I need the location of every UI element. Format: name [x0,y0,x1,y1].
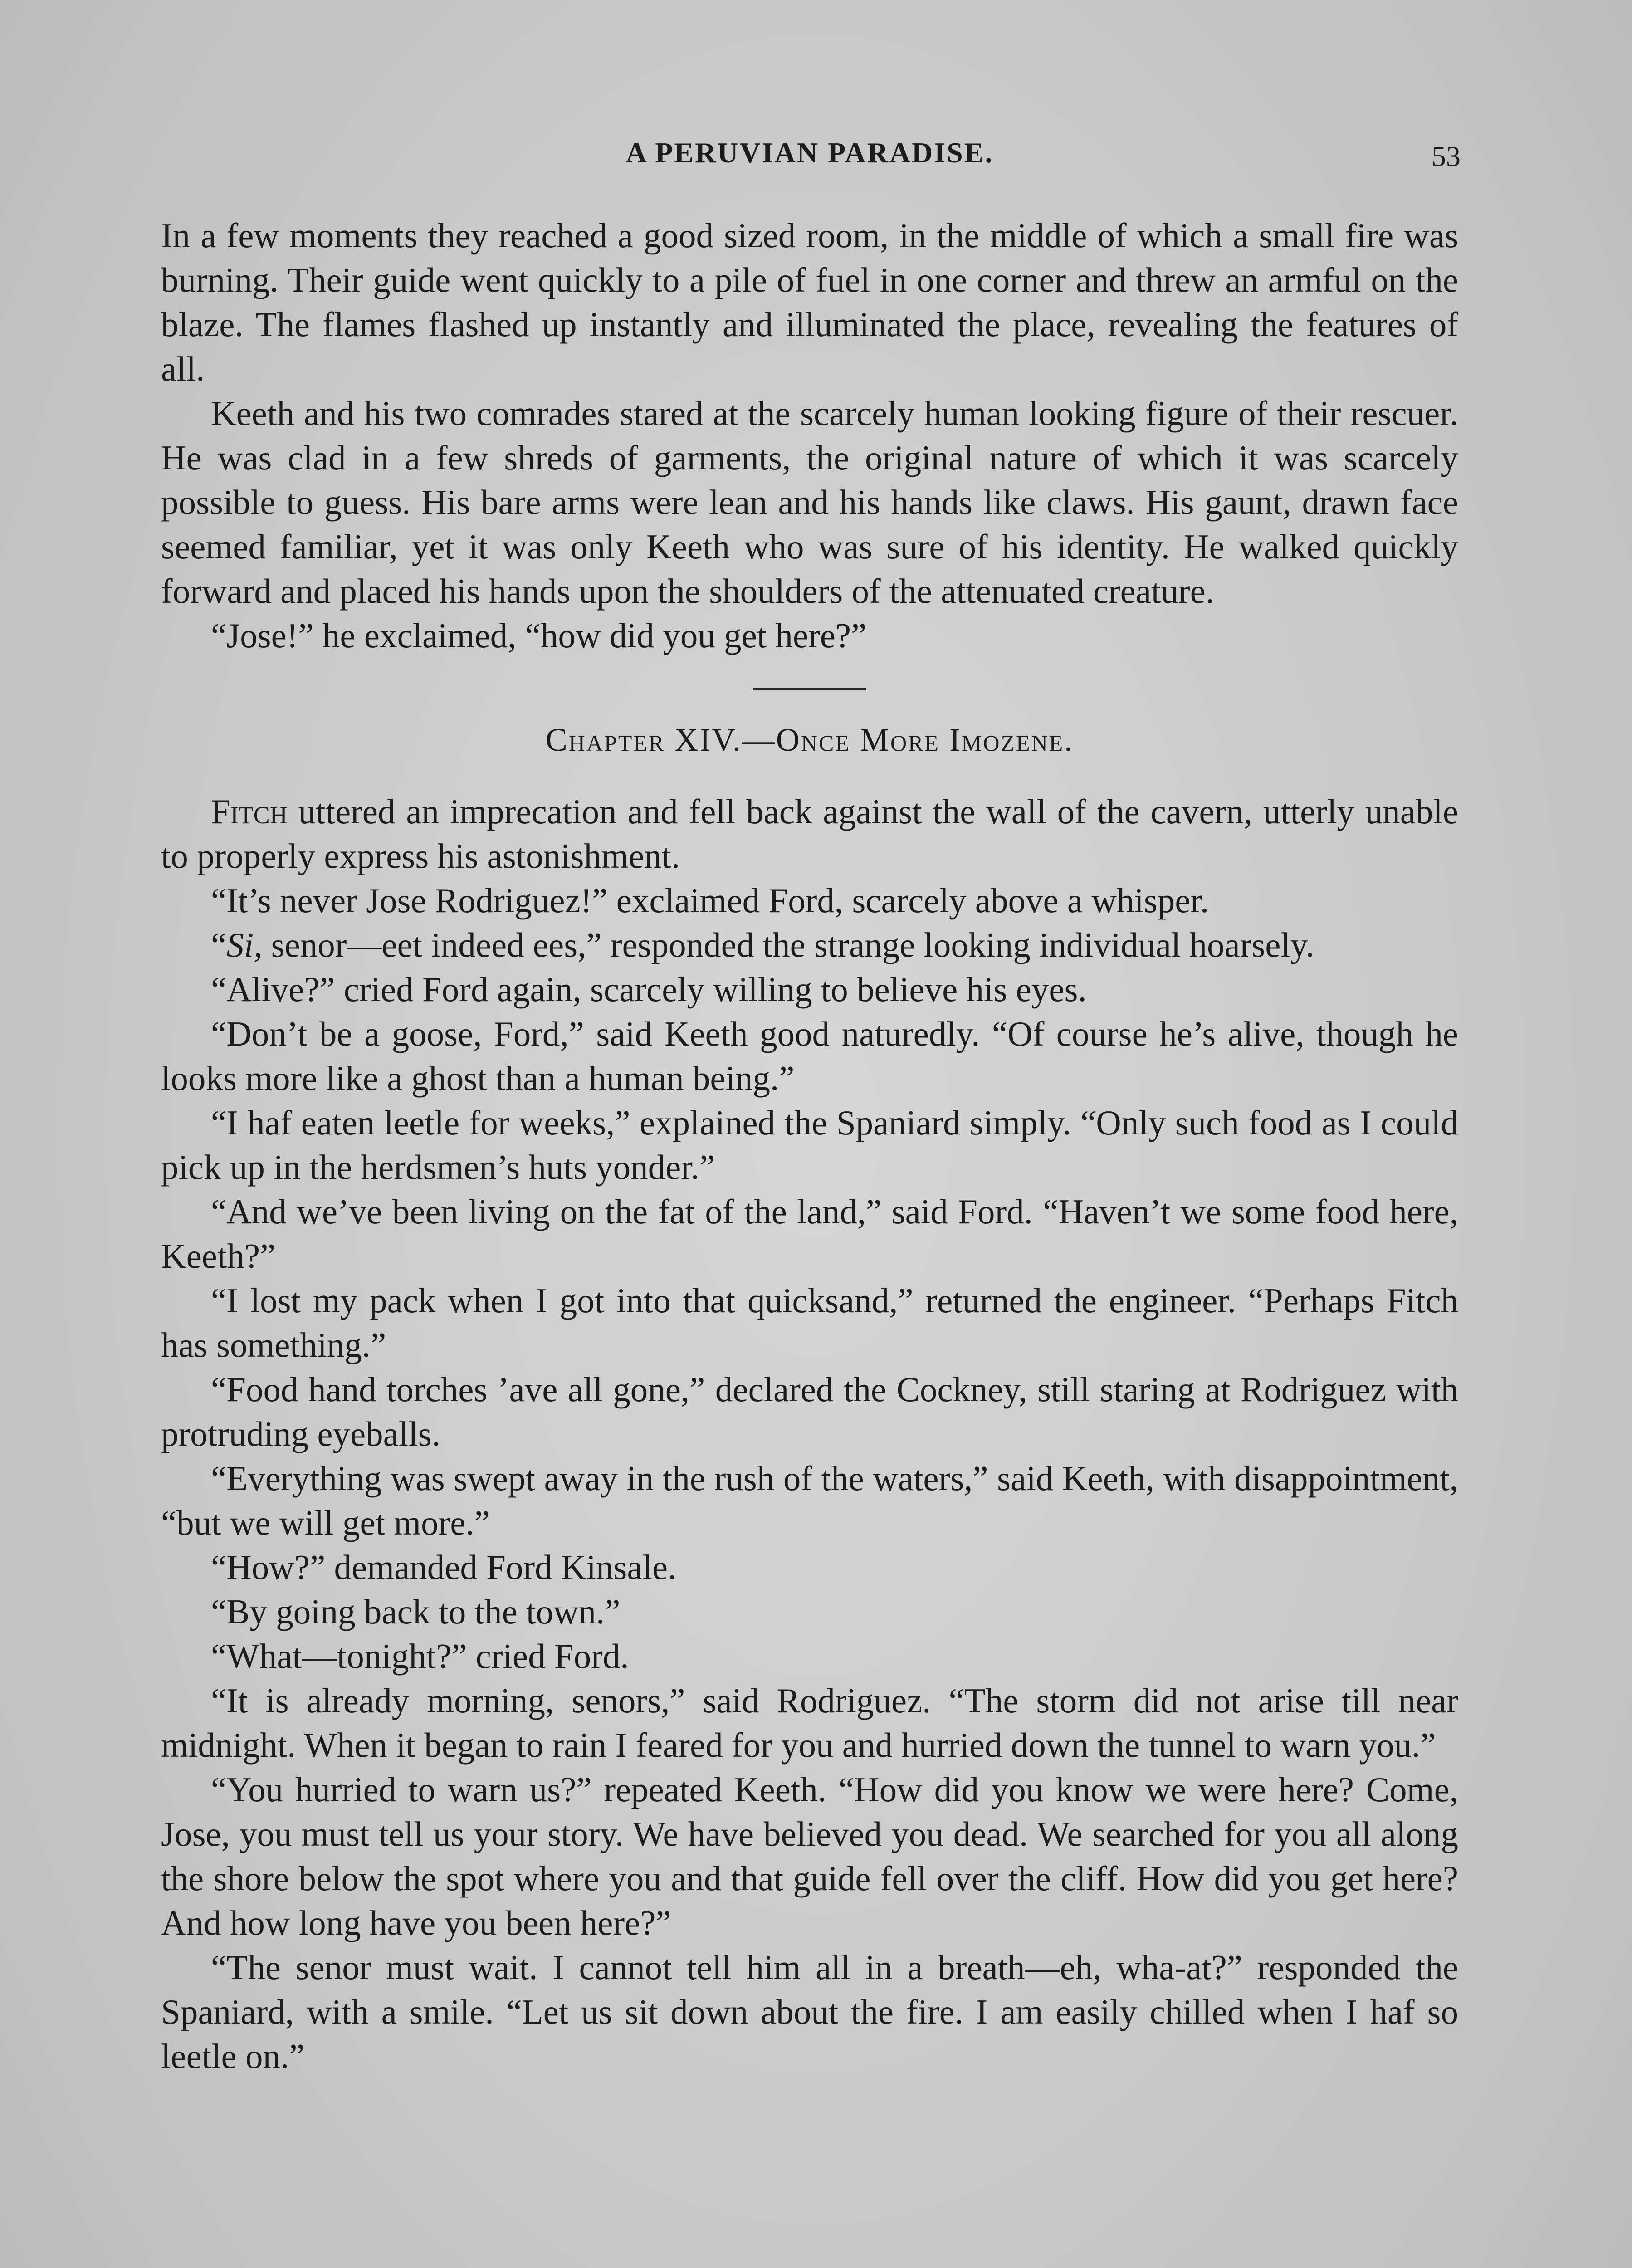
open-quote: “ [211,925,227,964]
paragraph: “Don’t be a goose, Ford,” said Keeth good naturedly. “Of course he’s alive, though he looks more like a ghost than a human being.” [161,1014,1458,1098]
paragraph: “Alive?” cried Ford again, scarcely willing to believe his eyes. [211,970,1087,1009]
running-head: A PERUVIAN PARADISE. [625,137,994,169]
italic-word: Si, [226,925,263,964]
paragraph: “By going back to the town.” [211,1592,621,1631]
paragraph [161,789,1458,878]
paragraph: “It’s never Jose Rodriguez!” exclaimed Ford, scarcely above a whisper. [211,881,1209,920]
paragraph: “The senor must wait. I cannot tell him all in a breath—eh, wha-at?” responded the Spaniard, with a smile. “Let us sit down about the fire. I am easily chilled when I haf so leetle on.” [161,1948,1458,2076]
paragraph: “I lost my pack when I got into that quicksand,” returned the engineer. “Perhaps Fitch has something.” [161,1281,1458,1364]
page-header [163,136,1461,186]
body-text [161,213,1458,2078]
chapter-heading: Chapter XIV.—Once More Imozene. [545,722,1074,758]
paragraph: “Jose!” he exclaimed, “how did you get here?” [211,616,867,655]
paragraph: “How?” demanded Ford Kinsale. [211,1548,677,1587]
page-number: 53 [1432,140,1461,172]
paragraph: In a few moments they reached a good sized room, in the middle of which a small fire was burning. Their guide went quickly to a pile of fuel in one corner and threw an armful on the blaze. The flames flashed up instantly and illuminated the place, revealing the features of all. [161,216,1458,388]
paragraph: Keeth and his two comrades stared at the scarcely human looking figure of their rescuer. He was clad in a few shreds of garments, the original nature of which it was scarcely possible to guess. His bare arms were lean and his hands like claws. His gaunt, drawn face seemed familiar, yet it was only Keeth who was sure of his identity. He walked quickly forward and placed his hands upon the shoulders of the attenuated creature. [161,394,1458,611]
paragraph: “You hurried to warn us?” repeated Keeth. “How did you know we were here? Come, Jose, you must tell us your story. We have believed you dead. We searched for you all along the shore below the spot where you and that guide fell over the cliff. How did you get here? And how long have you been here?” [161,1770,1458,1942]
paragraph: “I haf eaten leetle for weeks,” explained the Spaniard simply. “Only such food as I could pick up in the herdsmen’s huts yonder.” [161,1103,1458,1187]
paragraph: “It is already morning, senors,” said Rodriguez. “The storm did not arise till near midnight. When it began to rain I feared for you and hurried down the tunnel to warn you.” [161,1681,1458,1765]
section-divider [753,688,866,690]
paragraph-text: senor—eet indeed ees,” responded the strange looking individual hoarsely. [262,925,1314,964]
paragraph: “And we’ve been living on the fat of the land,” said Ford. “Haven’t we some food here, Keeth?” [161,1192,1458,1276]
paragraph: “What—tonight?” cried Ford. [211,1637,629,1676]
paragraph: “Food hand torches ’ave all gone,” declared the Cockney, still staring at Rodriguez with protruding eyeballs. [161,1370,1458,1453]
lead-word: Fitch [211,792,288,831]
paragraph: “Everything was swept away in the rush of the waters,” said Keeth, with disappointment, “but we will get more.” [161,1459,1458,1542]
paragraph [161,923,1458,967]
paragraph-text: uttered an imprecation and fell back against the wall of the cavern, utterly unable to properly express his astonishment. [161,792,1458,875]
